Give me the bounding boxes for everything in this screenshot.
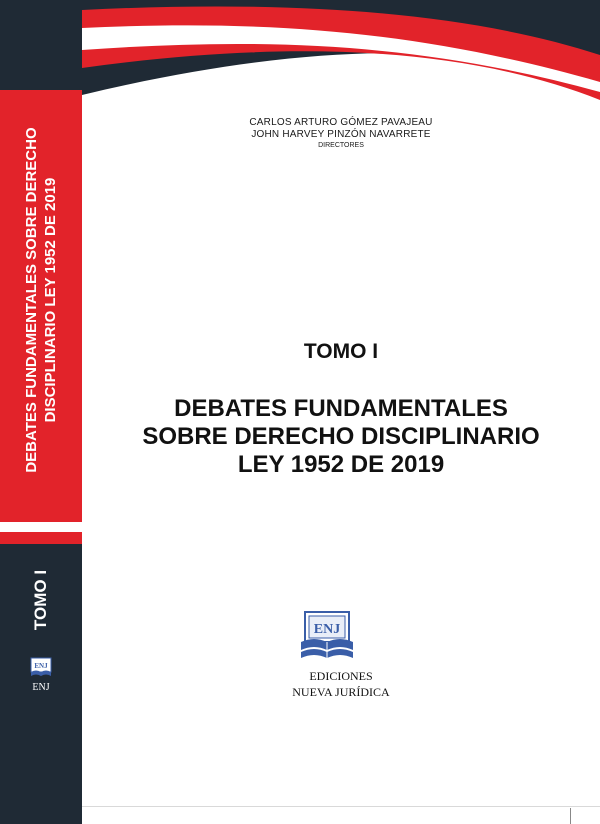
publisher-line-2: NUEVA JURÍDICA xyxy=(292,685,390,699)
book-spine xyxy=(0,0,82,824)
publisher-line-1: EDICIONES xyxy=(309,669,373,683)
spine-publisher-logo-icon xyxy=(30,656,52,678)
spine-white-stripe xyxy=(0,522,82,532)
spine-title-line2: DISCIPLINARIO LEY 1952 DE 2019 xyxy=(42,177,59,423)
spine-red-stripe xyxy=(0,532,82,544)
bottom-divider xyxy=(82,806,600,807)
book-title xyxy=(82,395,600,479)
title-line-3: LEY 1952 DE 2019 xyxy=(237,451,445,478)
publisher-logo-icon xyxy=(299,610,355,662)
directors-block xyxy=(82,117,600,151)
svg-text:ENJ: ENJ xyxy=(313,622,341,637)
spine-title-line1: DEBATES FUNDAMENTALES SOBRE DERECHO xyxy=(23,127,40,473)
svg-text:ENJ: ENJ xyxy=(34,662,48,670)
directors-label: DIRECTORES xyxy=(318,142,364,149)
bottom-tick-mark xyxy=(570,808,571,824)
volume-label: TOMO I xyxy=(303,340,379,363)
title-line-2: SOBRE DERECHO DISCIPLINARIO xyxy=(142,423,540,450)
director-name-1: CARLOS ARTURO GÓMEZ PAVAJEAU xyxy=(249,117,433,128)
spine-tomo: TOMO I xyxy=(31,569,50,631)
director-name-2: JOHN HARVEY PINZÓN NAVARRETE xyxy=(251,129,431,140)
publisher-name xyxy=(82,668,600,700)
title-line-1: DEBATES FUNDAMENTALES xyxy=(174,395,508,422)
spine-logo-label: ENJ xyxy=(32,682,50,693)
spine-title xyxy=(22,100,60,500)
cover-swoosh-graphic xyxy=(82,0,600,130)
